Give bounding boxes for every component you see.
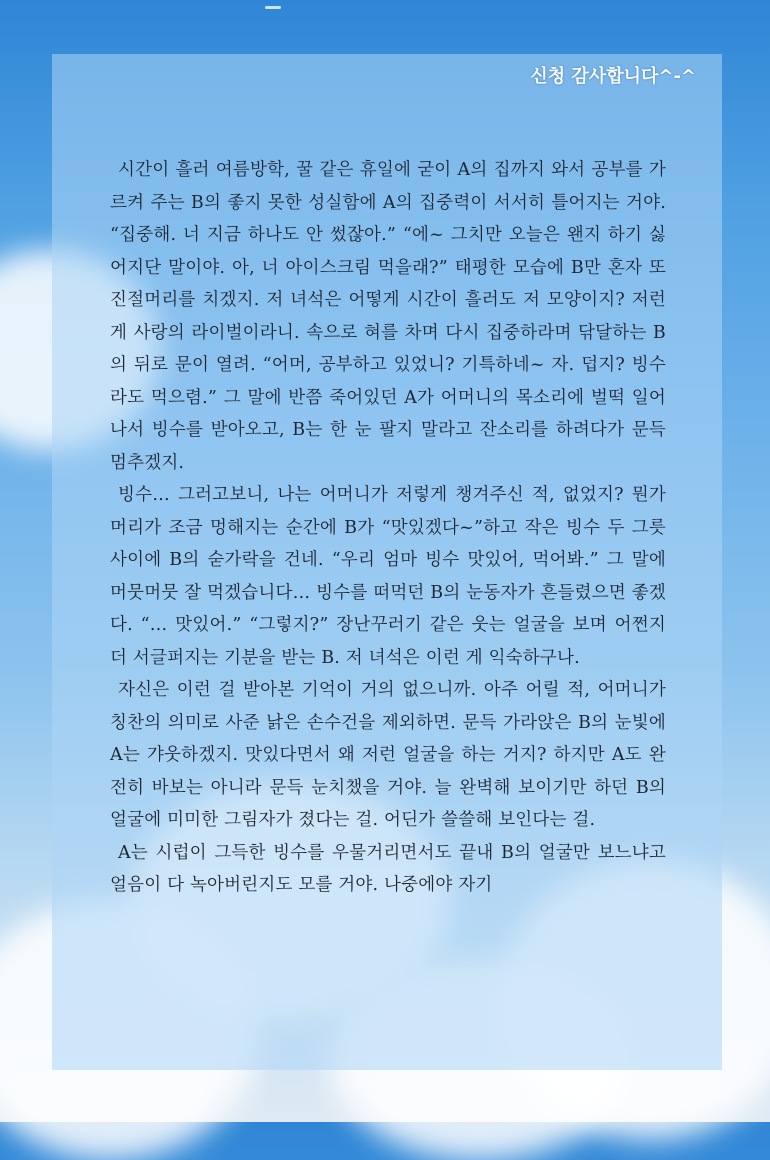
text-panel [52,54,722,1070]
paragraph-4: A는 시럽이 그득한 빙수를 우물거리면서도 끝내 B의 얼굴만 보느냐고 얼음이 다 녹아버린지도 모를 거야. 나중에야 자기 [110,842,666,895]
paragraph-2: 빙수… 그러고보니, 나는 어머니가 저렇게 챙겨주신 적, 없었지? 뭔가 머리가 조금 멍해지는 순간에 B가 “맛있겠다~”하고 작은 빙수 두 그릇 사이에 B의 숟가락을 건네. “우리 엄마 빙수 맛있어, 먹어봐.” 그 말에 머뭇머뭇 잘 먹겠습니다… 빙수를 떠먹던 B의 눈동자가 흔들렸으면 좋겠다. “… 맛있어.” “그렇지?” 장난꾸러기 같은 웃는 얼굴을 보며 어쩐지 더 서글퍼지는 기분을 받는 B. 저 녀석은 이런 게 익숙하구나. [110,485,666,668]
paragraph-1: 시간이 흘러 여름방학, 꿀 같은 휴일에 굳이 A의 집까지 와서 공부를 가르켜 주는 B의 좋지 못한 성실함에 A의 집중력이 서서히 틀어지는 거야. “집중해. 너 지금 하나도 안 썼잖아.” “에~ 그치만 오늘은 왠지 하기 싫어지단 말이야. 아, 너 아이스크림 먹을래?” 태평한 모습에 B만 혼자 또 진절머리를 치겠지. 저 녀석은 어떻게 시간이 흘러도 저 모양이지? 저런 게 사랑의 라이벌이라니. 속으로 혀를 차며 다시 집중하라며 닦달하는 B의 뒤로 문이 열려. “어머, 공부하고 있었니? 기특하네~ 자. 덥지? 빙수라도 먹으렴.” 그 말에 반쯤 죽어있던 A가 어머니의 목소리에 벌떡 일어나서 빙수를 받아오고, B는 한 눈 팔지 말라고 잔소리를 하려다가 문득 멈추겠지. [110,160,666,473]
page-header-title: 신청 감사합니다^-^ [530,66,696,87]
story-body [110,154,666,902]
paragraph-3: 자신은 이런 걸 받아본 기억이 거의 없으니까. 아주 어릴 적, 어머니가 칭찬의 의미로 사준 낡은 손수건을 제외하면. 문득 가라앉은 B의 눈빛에 A는 갸웃하겠지. 맛있다면서 왜 저런 얼굴을 하는 거지? 하지만 A도 완전히 바보는 아니라 문득 눈치챘을 거야. 늘 완벽해 보이기만 하던 B의 얼굴에 미미한 그림자가 졌다는 걸. 어딘가 쓸쓸해 보인다는 걸. [110,680,666,830]
airplane-speck [265,6,281,9]
